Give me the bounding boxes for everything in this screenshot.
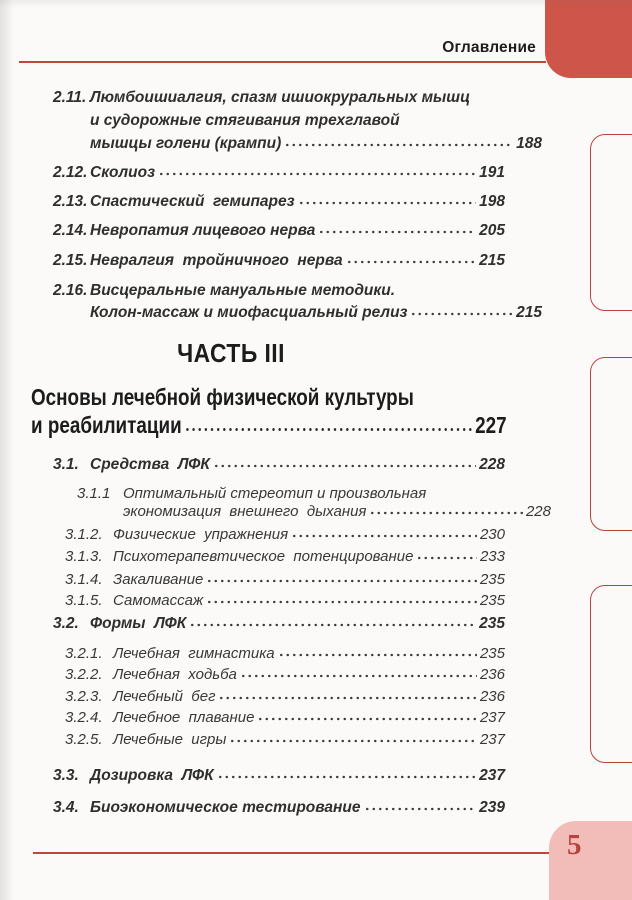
footer-rule xyxy=(33,852,549,854)
dot-leader xyxy=(217,696,476,701)
toc-entry-3-2-5 xyxy=(65,730,505,749)
toc-entry-3-1-3 xyxy=(65,547,505,566)
toc-entry-3-1-4 xyxy=(65,570,505,589)
entry-page: 237 xyxy=(479,709,505,726)
entry-number: 3.2.4. xyxy=(65,709,103,726)
entry-page: 191 xyxy=(479,164,505,181)
entry-number: 2.15. xyxy=(53,252,88,269)
entry-title: Висцеральные мануальные методики. xyxy=(90,282,396,299)
right-outline-box-3 xyxy=(590,585,632,763)
section-title: Основы лечебной физической культуры xyxy=(31,384,414,410)
toc-entry-2-16-line2 xyxy=(53,303,542,322)
entry-number: 3.3. xyxy=(53,767,79,784)
entry-page: 228 xyxy=(525,503,551,520)
part-heading: ЧАСТЬ III xyxy=(177,338,285,368)
entry-number: 3.1.4. xyxy=(65,571,103,588)
entry-page: 237 xyxy=(479,767,505,784)
dot-leader xyxy=(277,653,477,658)
entry-page: 236 xyxy=(479,688,505,705)
dot-leader xyxy=(205,579,477,584)
toc-entry-3-1-5 xyxy=(65,591,505,610)
dot-leader xyxy=(212,464,476,469)
entry-page: 239 xyxy=(479,799,505,816)
entry-title: Лечебный бег xyxy=(113,688,216,705)
entry-number: 3.1.3. xyxy=(65,548,103,565)
entry-page: 233 xyxy=(479,548,505,565)
dot-leader xyxy=(415,556,477,561)
section-title: и реабилитации xyxy=(31,412,182,438)
entry-page: 235 xyxy=(479,615,505,632)
toc-entry-2-12 xyxy=(53,163,505,182)
dot-leader xyxy=(216,775,476,780)
entry-title: Дозировка ЛФК xyxy=(90,767,214,784)
entry-number: 3.1.2. xyxy=(65,526,103,543)
entry-title: Сколиоз xyxy=(90,164,156,181)
entry-page: 230 xyxy=(479,526,505,543)
toc-entry-3-2-1 xyxy=(65,644,505,663)
entry-title: Невропатия лицевого нерва xyxy=(90,222,316,239)
entry-title: Самомассаж xyxy=(113,592,204,609)
toc-entry-2-11 xyxy=(53,88,505,107)
toc-entry-3-2-4 xyxy=(65,708,505,727)
section-page: 227 xyxy=(475,412,507,438)
entry-title: мышцы голени (крампи) xyxy=(90,135,282,152)
header-rule xyxy=(19,61,546,63)
entry-number: 3.2.3. xyxy=(65,688,103,705)
entry-title: Биоэкономическое тестирование xyxy=(90,799,361,816)
running-head-title: Оглавление xyxy=(442,39,536,56)
dot-leader xyxy=(256,717,477,722)
entry-title: Люмбоишиалгия, спазм ишиокруральных мышц xyxy=(90,89,471,106)
toc-entry-3-1-2 xyxy=(65,525,505,544)
entry-title: Лечебная гимнастика xyxy=(113,645,275,662)
entry-title: Невралгия тройничного нерва xyxy=(90,252,343,269)
dot-leader xyxy=(363,807,477,812)
dot-leader xyxy=(290,534,477,539)
entry-number: 3.2.2. xyxy=(65,666,103,683)
entry-title: и судорожные стягивания трехглавой xyxy=(90,112,400,129)
entry-number: 3.2. xyxy=(53,615,79,632)
entry-title: Лечебные игры xyxy=(113,731,227,748)
dot-leader xyxy=(205,600,477,605)
entry-title: Лечебное плавание xyxy=(113,709,255,726)
page-number-tab xyxy=(549,821,632,900)
top-right-red-tab xyxy=(545,0,632,78)
entry-number: 3.4. xyxy=(53,799,79,816)
toc-entry-3-1-1-line2 xyxy=(77,502,551,521)
entry-number: 2.11. xyxy=(53,89,87,106)
toc-entry-2-15 xyxy=(53,251,505,270)
dot-leader xyxy=(183,427,472,433)
entry-page: 215 xyxy=(479,252,505,269)
right-outline-box-1 xyxy=(590,134,632,311)
entry-number: 3.1.5. xyxy=(65,592,103,609)
entry-number: 3.1.1 xyxy=(77,485,111,502)
entry-page: 235 xyxy=(479,645,505,662)
entry-page: 188 xyxy=(516,135,542,152)
toc-entry-2-13 xyxy=(53,192,505,211)
toc-entry-3-4 xyxy=(53,798,505,817)
toc-entry-3-2-3 xyxy=(65,687,505,706)
dot-leader xyxy=(297,201,477,206)
entry-number: 3.2.5. xyxy=(65,731,103,748)
dot-leader xyxy=(283,143,513,148)
entry-page: 198 xyxy=(479,193,505,210)
toc-entry-2-11-line3 xyxy=(53,134,542,153)
entry-title: Спастический гемипарез xyxy=(90,193,295,210)
toc-entry-3-1 xyxy=(53,455,505,474)
entry-page: 235 xyxy=(479,592,505,609)
entry-number: 2.14. xyxy=(53,222,88,239)
section-heading-line1 xyxy=(31,384,507,410)
entry-title: Психотерапевтическое потенцирование xyxy=(113,548,414,565)
toc-entry-3-1-1 xyxy=(77,484,505,503)
entry-title: Средства ЛФК xyxy=(90,456,210,473)
entry-title: Лечебная ходьба xyxy=(113,666,237,683)
entry-number: 2.12. xyxy=(53,164,88,181)
dot-leader xyxy=(157,172,476,177)
entry-page: 236 xyxy=(479,666,505,683)
entry-page: 235 xyxy=(479,571,505,588)
dot-leader xyxy=(345,260,476,265)
entry-page: 215 xyxy=(516,304,542,321)
entry-title: Закаливание xyxy=(113,571,204,588)
entry-title: Физические упражнения xyxy=(113,526,289,543)
right-outline-box-2 xyxy=(590,357,632,531)
dot-leader xyxy=(409,312,513,317)
entry-number: 2.13. xyxy=(53,193,88,210)
entry-page: 228 xyxy=(479,456,505,473)
dot-leader xyxy=(228,739,477,744)
toc-entry-3-3 xyxy=(53,766,505,785)
toc-entry-3-2 xyxy=(53,614,505,633)
entry-title: Колон-массаж и миофасциальный релиз xyxy=(90,304,408,321)
page-number: 5 xyxy=(567,829,582,861)
entry-number: 3.2.1. xyxy=(65,645,103,662)
toc-entry-2-14 xyxy=(53,221,505,240)
dot-leader xyxy=(317,230,476,235)
toc-entry-3-2-2 xyxy=(65,665,505,684)
section-heading-line2 xyxy=(31,412,507,438)
toc-entry-2-16 xyxy=(53,281,505,300)
entry-title: Формы ЛФК xyxy=(90,615,187,632)
entry-title: Оптимальный стереотип и произвольная xyxy=(123,485,427,502)
toc-entry-2-11-line2 xyxy=(53,111,542,130)
dot-leader xyxy=(188,623,476,628)
entry-title: экономизация внешнего дыхания xyxy=(123,503,367,520)
entry-number: 3.1. xyxy=(53,456,79,473)
entry-page: 237 xyxy=(479,731,505,748)
entry-number: 2.16. xyxy=(53,282,88,299)
dot-leader xyxy=(239,674,477,679)
dot-leader xyxy=(368,511,523,516)
entry-page: 205 xyxy=(479,222,505,239)
